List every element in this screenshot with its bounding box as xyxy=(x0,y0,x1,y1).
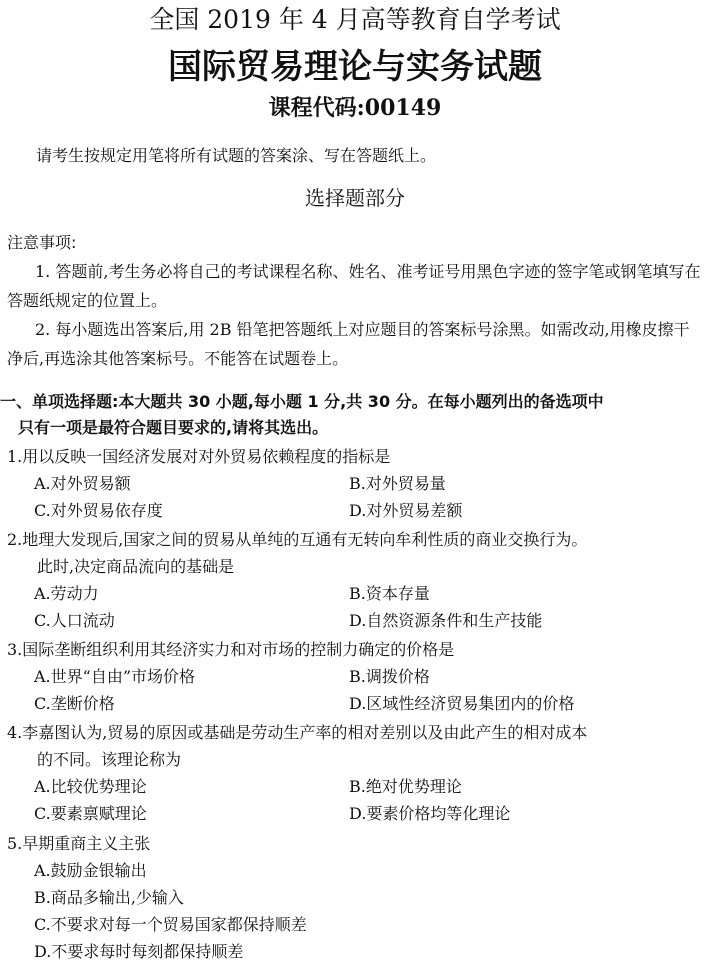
option-row xyxy=(7,800,707,827)
instruction-text: 请考生按规定用笔将所有试题的答案涂、写在答题纸上。 xyxy=(36,146,437,165)
question-stem: 4.李嘉图认为,贸易的原因或基础是劳动生产率的相对差别以及由此产生的相对成本 xyxy=(7,723,588,742)
option-c: C.垄断价格 xyxy=(34,694,115,713)
part-one-heading xyxy=(0,389,705,441)
option-row xyxy=(7,773,707,800)
course-code: 课程代码:00149 xyxy=(268,95,442,121)
part-one-heading-line2: 只有一项是最符合题目要求的,请将其选出。 xyxy=(18,418,329,437)
question-2 xyxy=(7,526,707,634)
option-a: A.鼓励金银输出 xyxy=(34,861,147,880)
question-stem: 3.国际垄断组织利用其经济实力和对市场的控制力确定的价格是 xyxy=(7,640,455,659)
notice-item-2: 2. 每小题选出答案后,用 2B 铅笔把答题纸上对应题目的答案标号涂黑。如需改动,用橡皮擦干净后,再选涂其他答案标号。不能答在试题卷上。 xyxy=(7,320,690,368)
question-stem: 1.用以反映一国经济发展对对外贸易依赖程度的指标是 xyxy=(7,447,391,466)
option-b: B.调拨价格 xyxy=(349,667,430,686)
option-a: A.劳动力 xyxy=(34,584,99,603)
option-d: D.对外贸易差额 xyxy=(349,501,463,520)
option-b: B.对外贸易量 xyxy=(349,474,446,493)
option-c: C.对外贸易依存度 xyxy=(34,501,163,520)
option-b: B.绝对优势理论 xyxy=(349,777,462,796)
question-3 xyxy=(7,636,707,717)
option-c: C.人口流动 xyxy=(34,611,115,630)
option-d: D.要素价格均等化理论 xyxy=(349,804,511,823)
option-row xyxy=(7,607,707,634)
subject-title: 国际贸易理论与实务试题 xyxy=(168,47,542,87)
option-d: D.自然资源条件和生产技能 xyxy=(349,611,543,630)
question-1 xyxy=(7,443,707,524)
option-a: A.比较优势理论 xyxy=(34,777,147,796)
option-row xyxy=(7,470,707,497)
question-stem: 5.早期重商主义主张 xyxy=(7,834,151,853)
notice-item-1: 1. 答题前,考生务必将自己的考试课程名称、姓名、准考证号用黑色字迹的签字笔或钢笔填写在答题纸规定的位置上。 xyxy=(7,262,701,310)
option-c: C.要素禀赋理论 xyxy=(34,804,147,823)
option-d: D.区域性经济贸易集团内的价格 xyxy=(349,694,575,713)
question-stem-continued: 此时,决定商品流向的基础是 xyxy=(37,557,235,576)
section-title: 选择题部分 xyxy=(305,186,405,210)
question-stem: 2.地理大发现后,国家之间的贸易从单纯的互通有无转向牟利性质的商业交换行为。 xyxy=(7,530,588,549)
option-row xyxy=(7,690,707,717)
option-c: C.不要求对每一个贸易国家都保持顺差 xyxy=(34,915,307,934)
option-d: D.不要求每时每刻都保持顺差 xyxy=(34,942,244,961)
question-stem-continued: 的不同。该理论称为 xyxy=(37,750,182,769)
option-b: B.资本存量 xyxy=(349,584,430,603)
option-a: A.世界“自由”市场价格 xyxy=(34,667,196,686)
part-one-heading-line1: 一、单项选择题:本大题共 30 小题,每小题 1 分,共 30 分。在每小题列出的备选项中 xyxy=(0,392,604,411)
exam-line: 全国 2019 年 4 月高等教育自学考试 xyxy=(149,5,561,34)
option-row xyxy=(7,663,707,690)
option-b: B.商品多输出,少输入 xyxy=(34,888,184,907)
option-row xyxy=(7,497,707,524)
question-5 xyxy=(7,830,707,965)
question-4 xyxy=(7,719,707,827)
option-a: A.对外贸易额 xyxy=(34,474,131,493)
option-row xyxy=(7,580,707,607)
notice-heading: 注意事项: xyxy=(7,233,77,252)
